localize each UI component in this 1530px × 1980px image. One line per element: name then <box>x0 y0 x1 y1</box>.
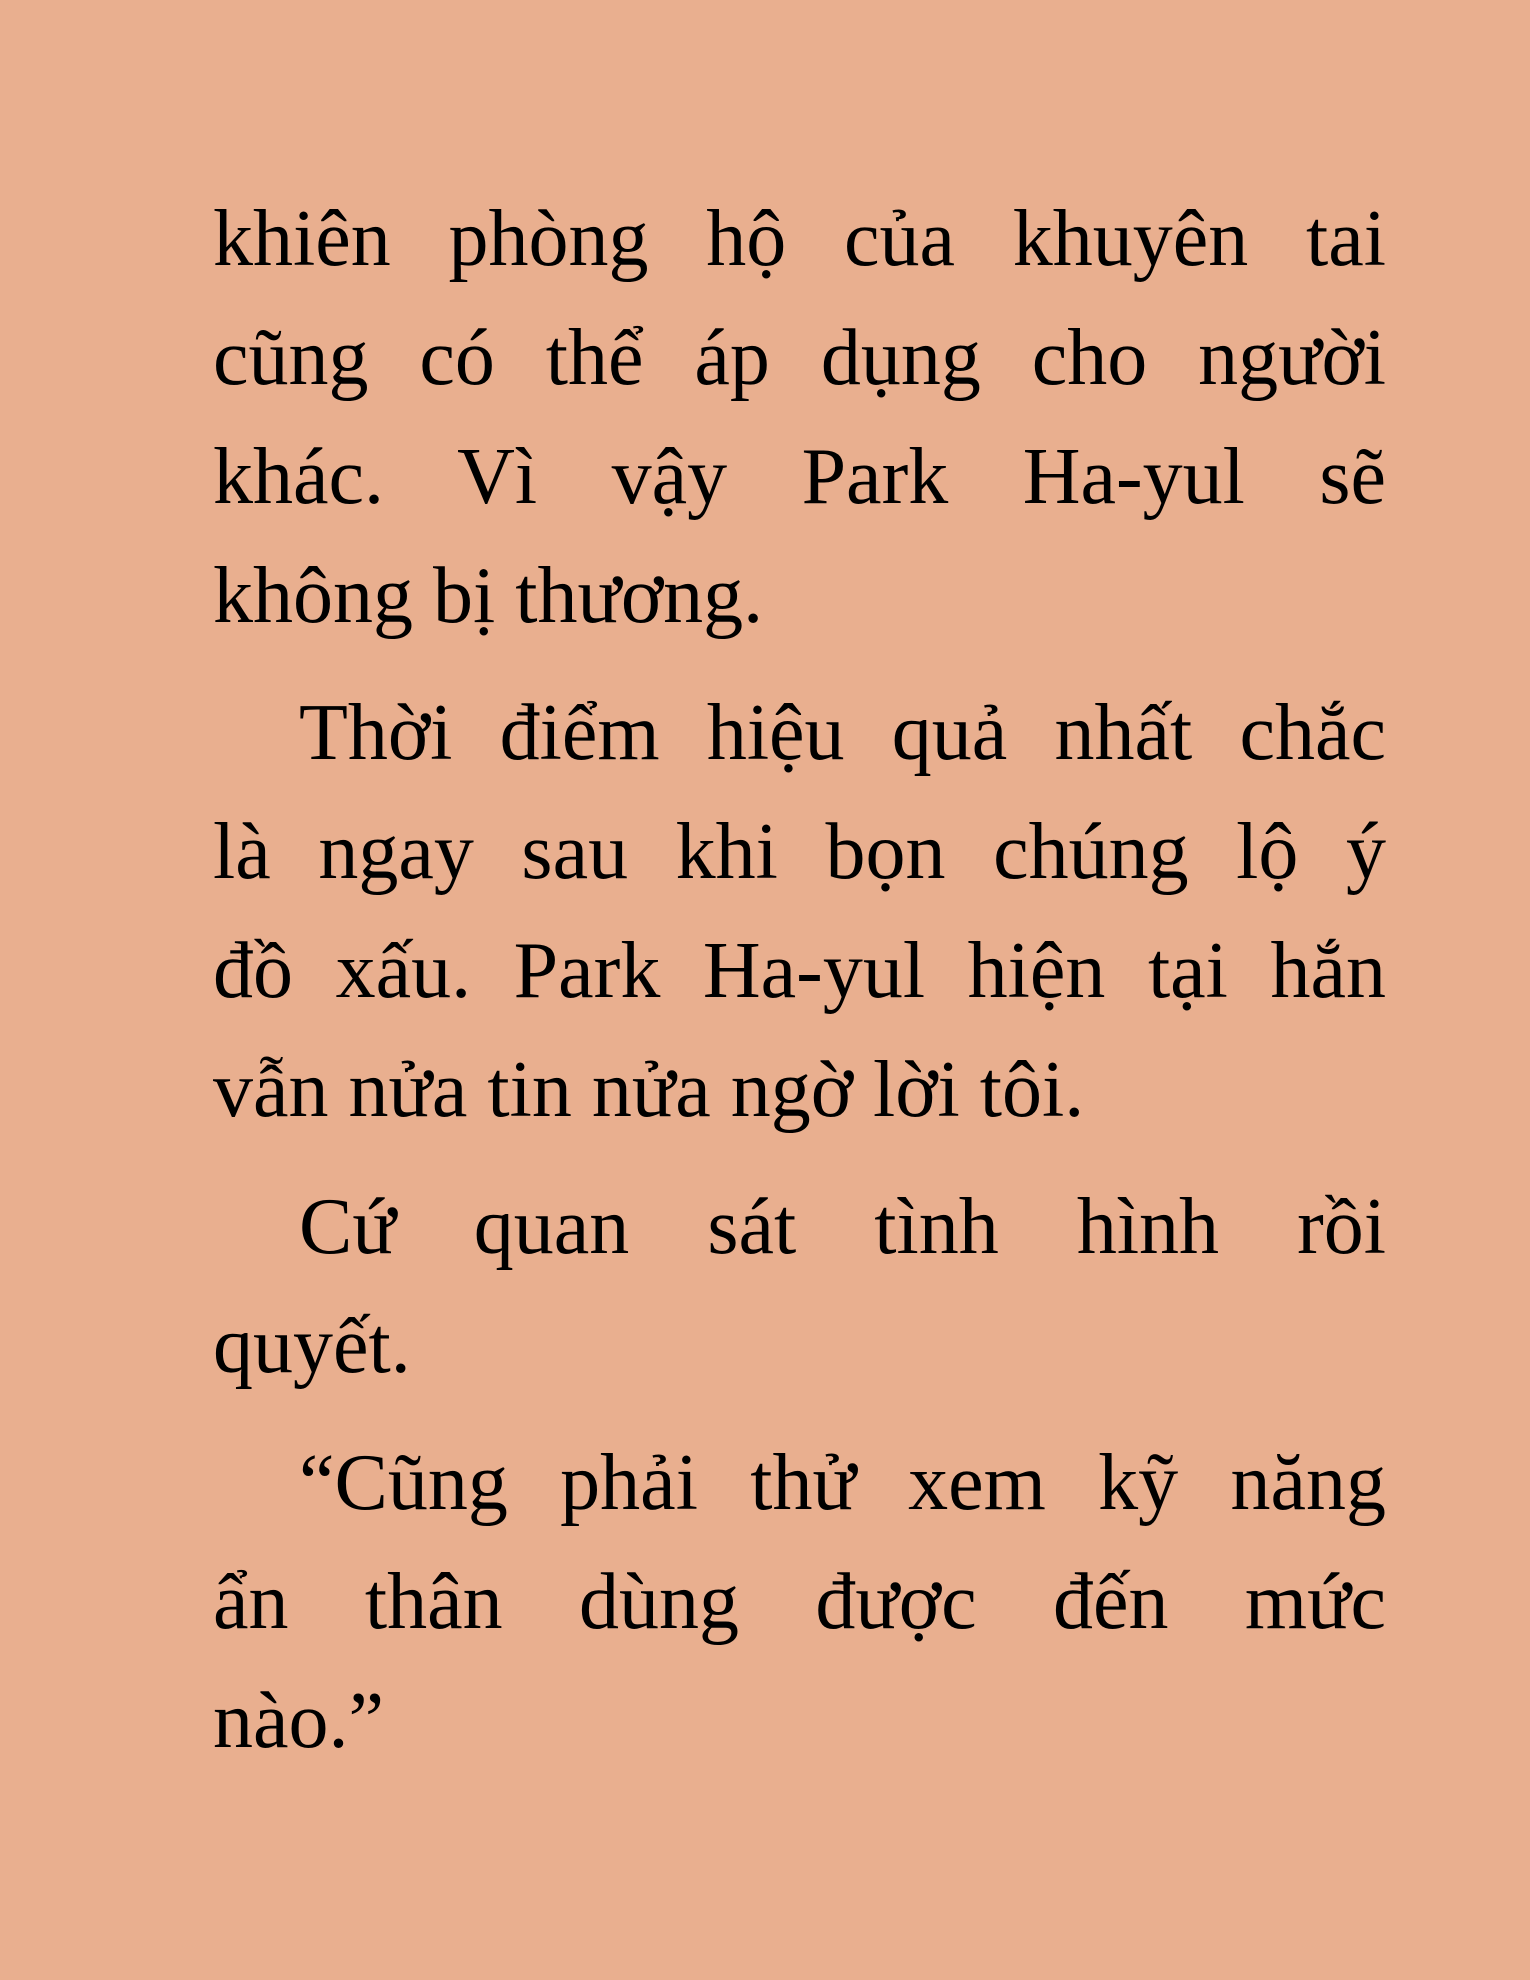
text-line: đồ xấu. Park Ha-yul hiện tại hắn <box>213 927 1386 1015</box>
text-line: ẩn thân dùng được đến mức <box>213 1558 1386 1646</box>
text-line: quyết. <box>213 1302 411 1390</box>
text-line: “Cũng phải thử xem kỹ năng <box>299 1439 1386 1527</box>
text-line: Cứ quan sát tình hình rồi <box>299 1183 1386 1271</box>
text-line: nào.” <box>213 1677 385 1765</box>
paragraph-3 <box>213 1168 1386 1406</box>
paragraph-1 <box>213 180 1386 656</box>
text-line: Thời điểm hiệu quả nhất chắc <box>299 689 1386 777</box>
paragraph-2 <box>213 674 1386 1150</box>
text-line: khiên phòng hộ của khuyên tai <box>213 195 1386 283</box>
text-line: khác. Vì vậy Park Ha-yul sẽ <box>213 433 1386 521</box>
document-page <box>213 180 1386 1781</box>
text-line: cũng có thể áp dụng cho người <box>213 314 1386 402</box>
text-line: là ngay sau khi bọn chúng lộ ý <box>213 808 1386 896</box>
text-line: vẫn nửa tin nửa ngờ lời tôi. <box>213 1046 1085 1134</box>
paragraph-4 <box>213 1424 1386 1781</box>
text-line: không bị thương. <box>213 552 764 640</box>
